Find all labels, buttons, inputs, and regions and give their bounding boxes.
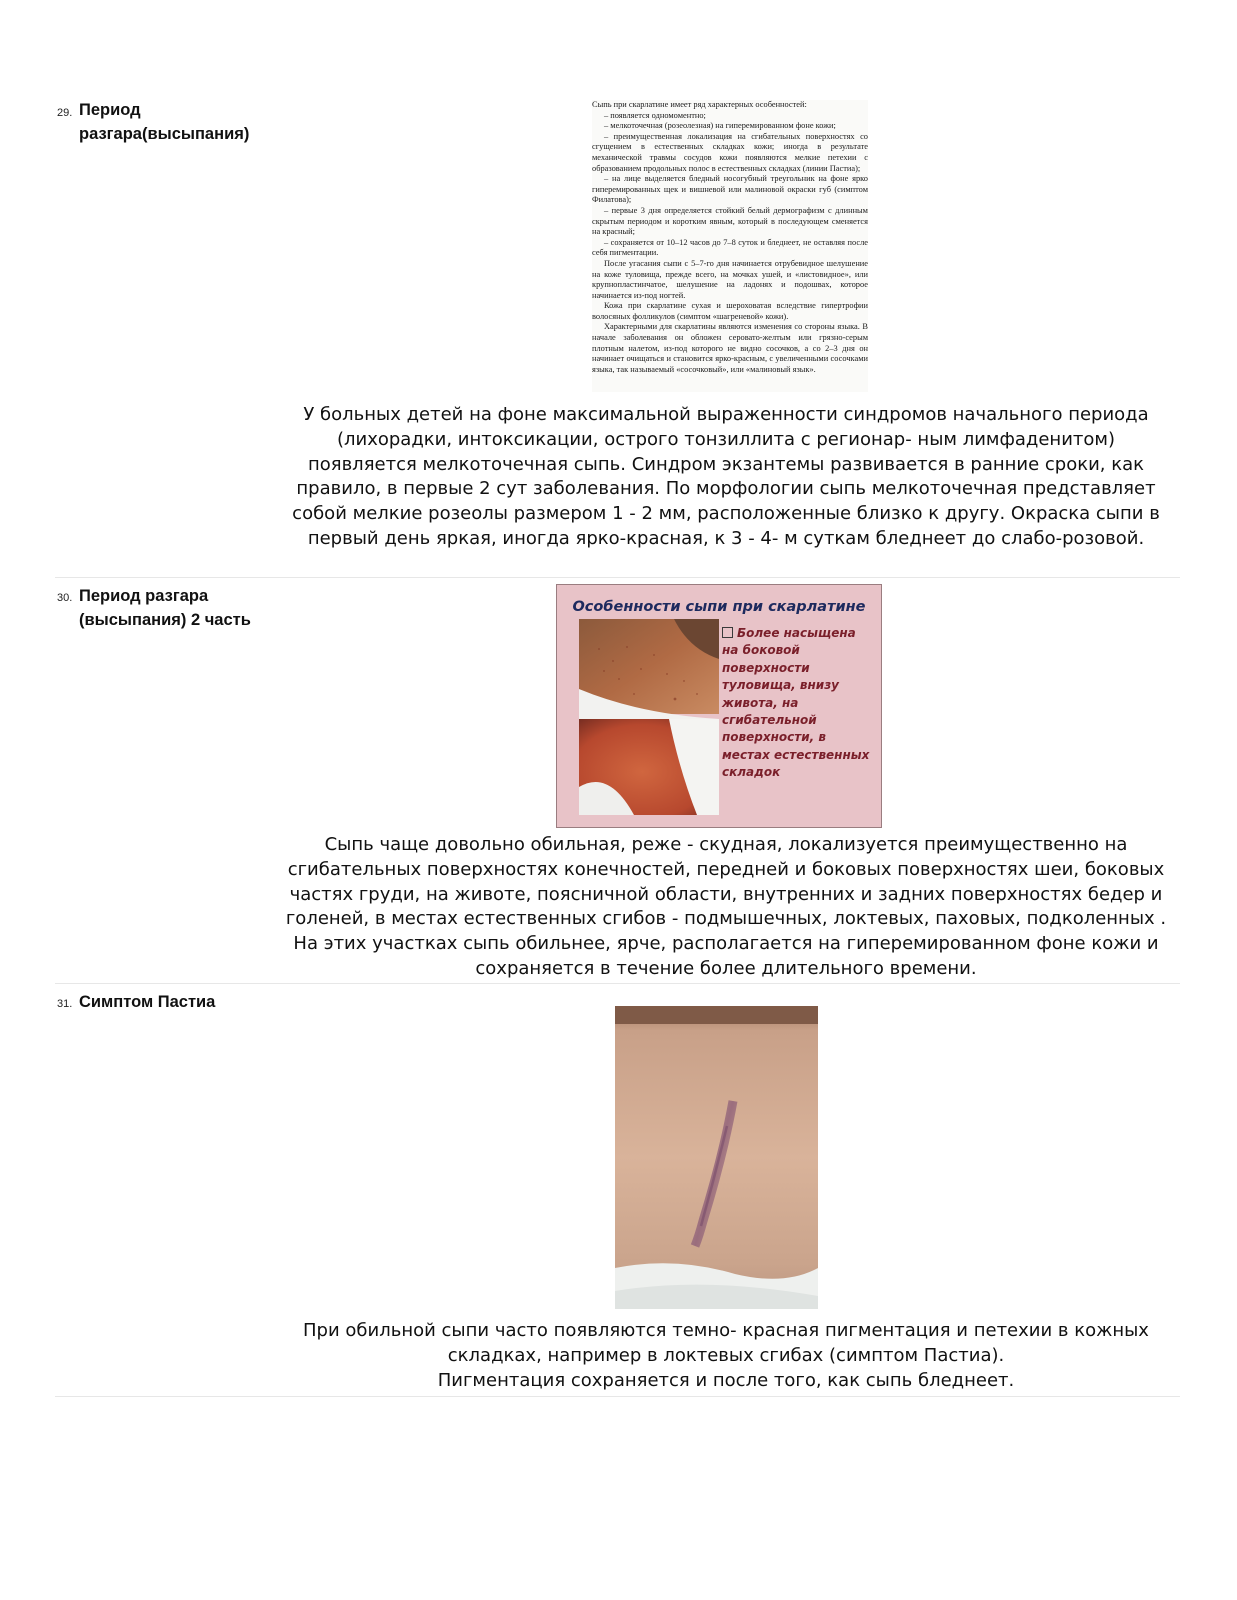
scan-paragraph: – сохраняется от 10–12 часов до 7–8 суток и бледнеет, не оставляя после себя пигментации. [592,237,868,258]
scan-paragraph: Кожа при скарлатине сухая и шероховатая вследствие гипертрофии волосяных фолликулов (симптом «шагреневой» кожи). [592,301,868,321]
presentation-slide-image [556,584,882,828]
textbook-scan-image [592,100,868,392]
checkbox-bullet-icon [722,627,733,638]
pastia-sign-photo [615,1006,818,1309]
scan-paragraph: Характерными для скарлатины являются изменения со стороны языка. В начале заболевания он обложен серовато-желтым или грязно-серым плотным налетом, из-под которого не видно сосочков, а со 2–3 дня он начинает очищаться и становится ярко-красным, с увеличенными сосочками языка, так называемый «сосочковый», или «малиновый язык». [592,322,868,374]
definition-line: Пигментация сохраняется и после того, как сыпь бледнеет. [437,1369,1015,1391]
scan-paragraph: После угасания сыпи с 5–7-го дня начинается отрубевидное шелушение на коже туловища, прежде всего, на мочках ушей, и «листовидное», или крупнопластинчатое, шелушение на ладонях и подошвах, которое начинается из-под ногтей. [592,258,868,300]
scan-paragraph: Сыпь при скарлатине имеет ряд характерных особенностей: [592,100,807,109]
scan-paragraph: – первые 3 дня определяется стойкий белый дермографизм с длинным скрытым периодом и коротким явным, который в последующем сменяется на красный; [592,205,868,237]
card-definition: Сыпь чаще довольно обильная, реже - скудная, локализуется преимущественно на сгибательных поверхностях конечностей, передней и боковых поверхностях шеи, боковых частях груди, на животе, поясничной области, внутренних и задних поверхностях бедер и голеней, в местах естественных сгибов - подмышечных, локтевых, паховых, подколенных . На этих участках сыпь обильнее, ярче, располагается на гиперемированном фоне кожи и сохраняется в течение более длительного времени. [285,834,1167,979]
card-term: Период разгара (высыпания) 2 часть [79,587,251,629]
scan-paragraph: – мелкоточечная (розеолезная) на гиперемированном фоне кожи; [604,121,836,131]
card-definition: У больных детей на фоне максимальной выраженности синдромов начального периода (лихорадки, интоксикации, острого тонзиллита с регионар- ным лимфаденитом) появляется мелкоточечная сыпь. Синдром экзантемы развивается в ранние сроки, как правило, в первые 2 сут заболевания. По морфологии сыпь мелкоточечная представляет собой мелкие розеолы размером 1 - 2 мм, расположенные близко к другу. Окраска сыпи в первый день яркая, иногда ярко-красная, к 3 - 4- м суткам бледнеет до слабо-розовой. [292,404,1160,549]
slide-bullet-list [722,625,872,782]
card-number: 29. [57,107,73,119]
card-term: Период разгара(высыпания) [79,101,250,143]
flashcard-31 [55,990,1180,1397]
card-term: Симптом Пастиа [79,993,216,1011]
slide-bullet-text: Более насыщена на боковой поверхности туловища, внизу живота, на сгибательной поверхности, в местах естественных складок [722,626,870,780]
definition-line: При обильной сыпи часто появляются темно- красная пигментация и петехии в кожных складках, например в локтевых сгибах (симптом Пастиа). [303,1320,1149,1366]
card-number: 30. [57,592,73,604]
card-definition [282,1319,1170,1393]
scan-paragraph: – появляется одномоментно; [604,110,706,120]
card-number: 31. [57,998,73,1010]
slide-bullet-item [722,625,872,782]
slide-title: Особенности сыпи при скарлатине [572,599,866,615]
scan-paragraph: – на лице выделяется бледный носогубный треугольник на фоне ярко гиперемированных щек и вишневой или малиновой окраски губ (симптом Филатова); [592,174,868,205]
flashcard-29 [55,98,1180,578]
rash-torso-photo [579,619,719,815]
scan-paragraph: – преимущественная локализация на сгибательных поверхностях со сгущением в естественных складках кожи; иногда в результате механической травмы сосудов кожи появляются мелкие петехии с образованием продольных полос в естественных складках (линии Пастиа); [592,131,868,173]
flashcard-30 [55,584,1180,984]
